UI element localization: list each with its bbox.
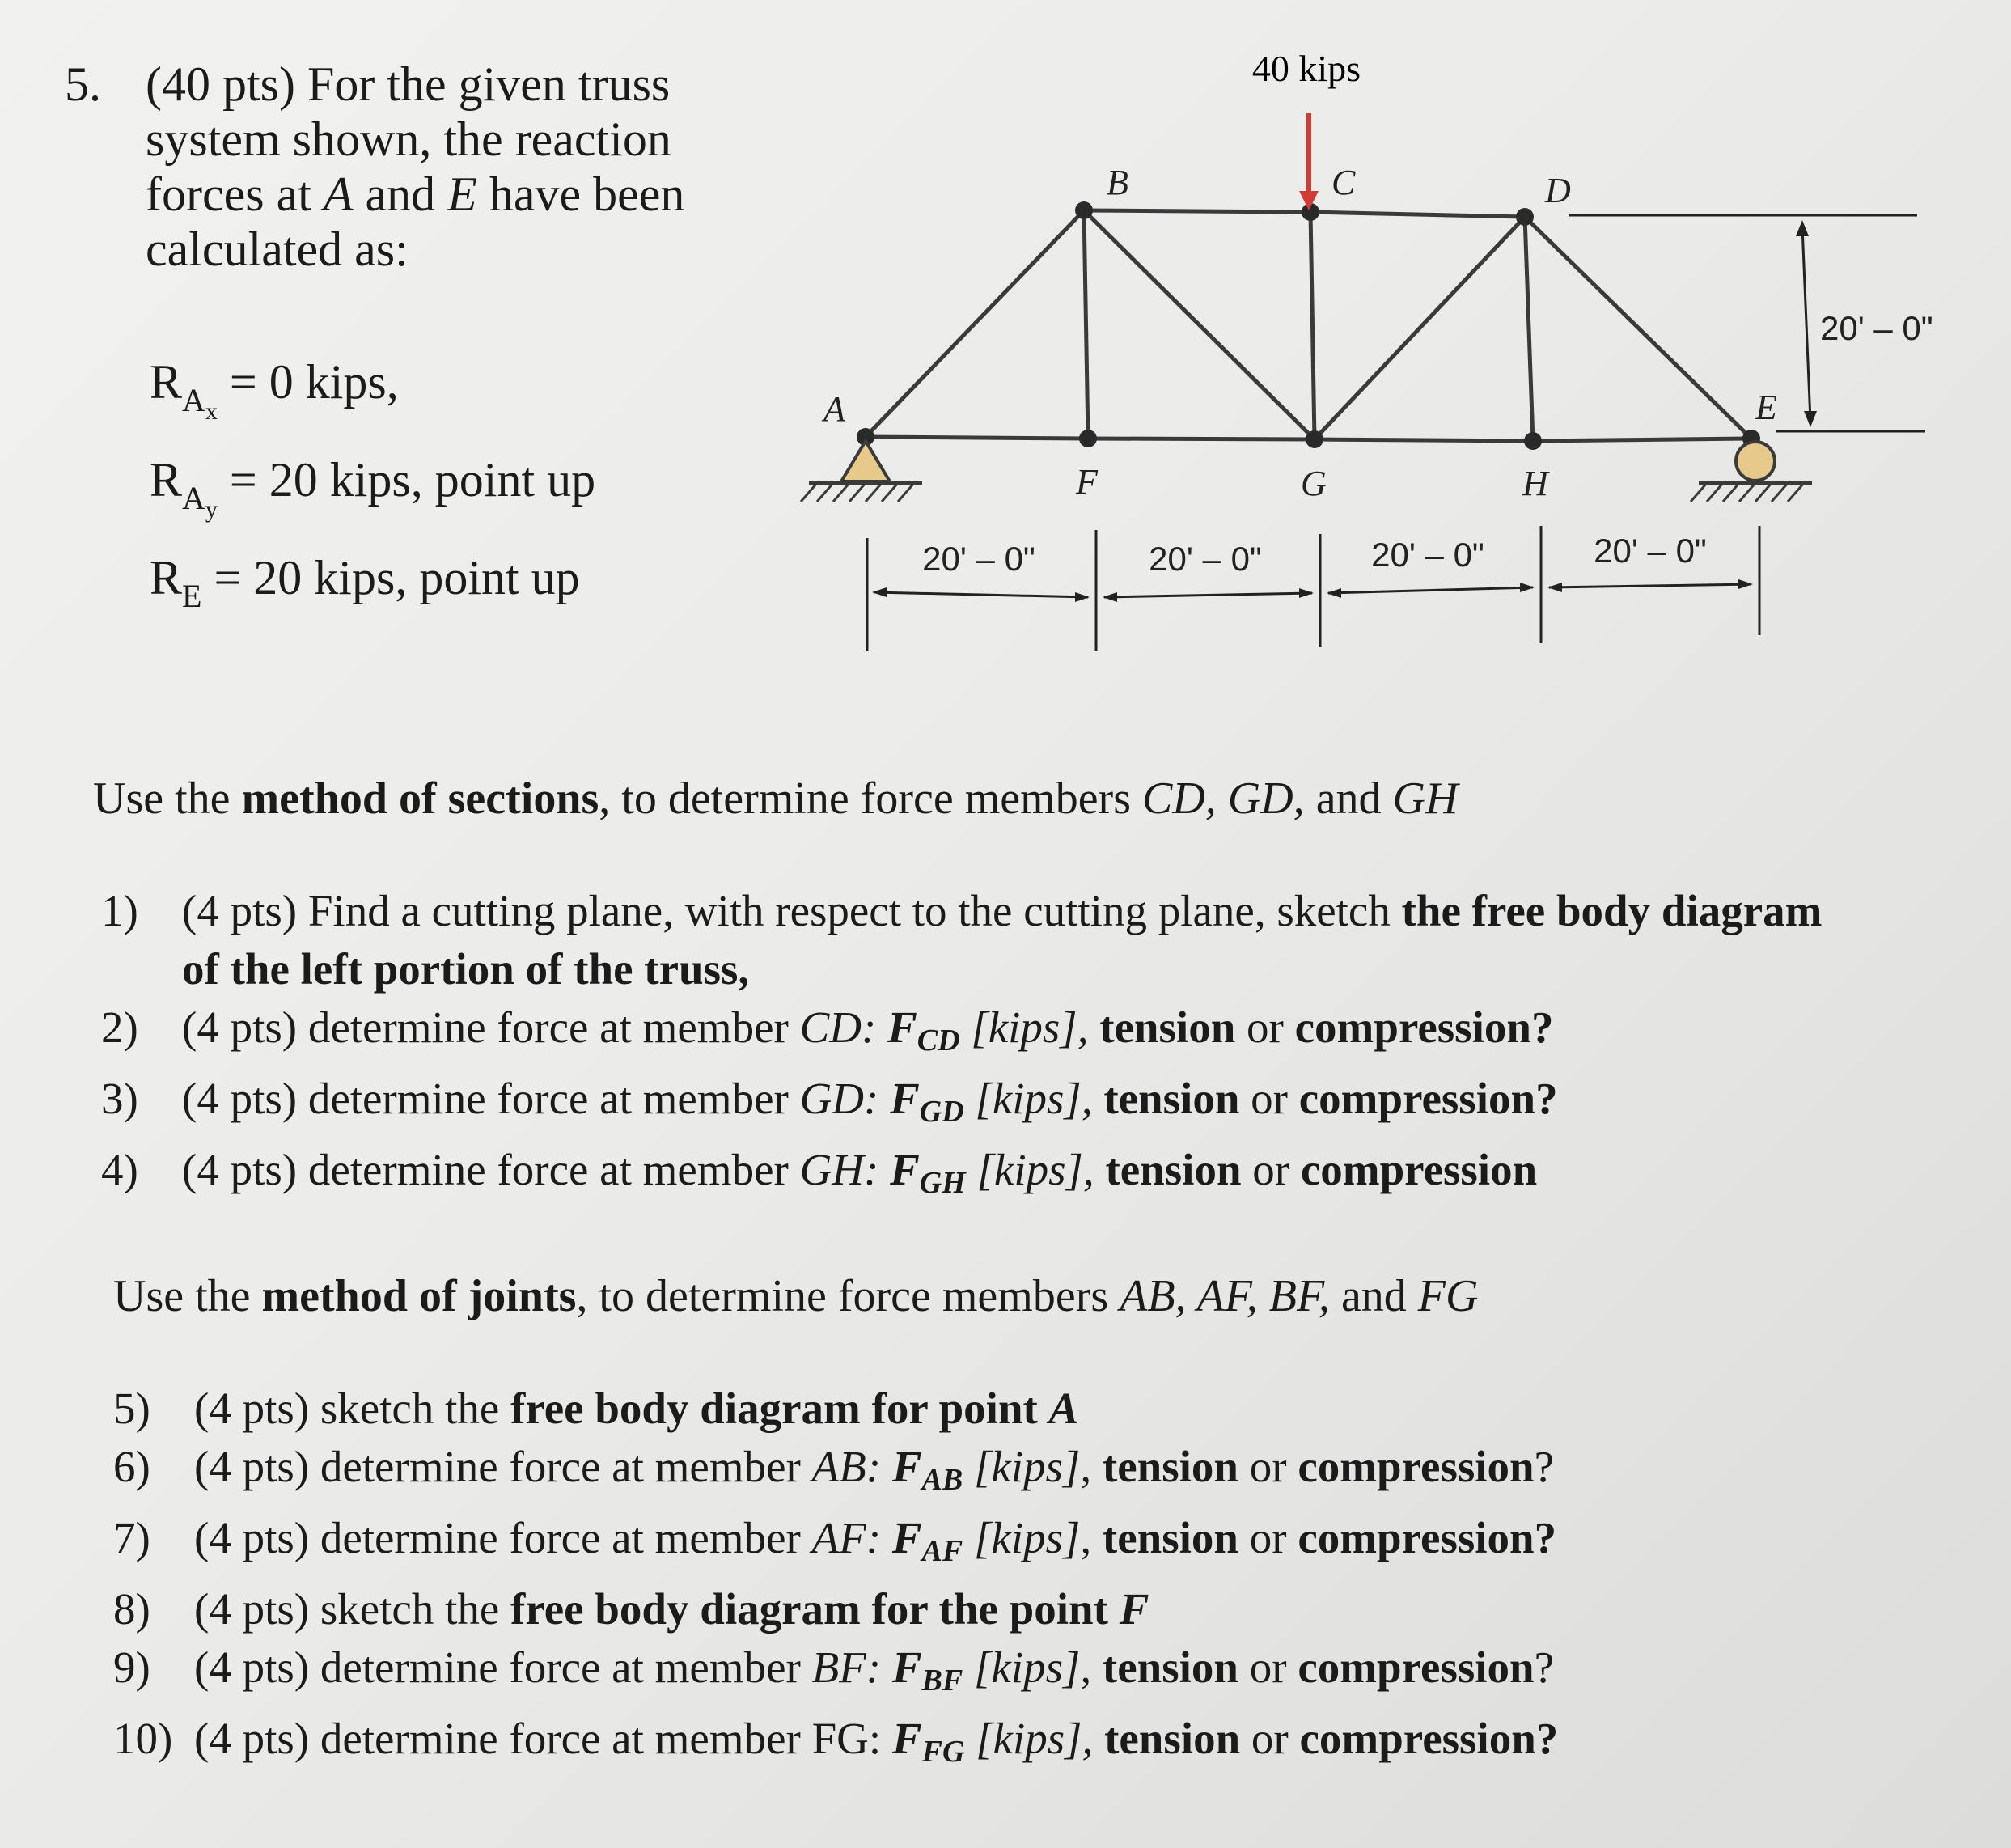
question-9: 9) (4 pts) determine force at member BF: FBF [kips], tension or compression? [113,1642,1555,1698]
node-f [1079,430,1097,447]
member-de [1525,217,1751,439]
member-af [866,437,1088,439]
question-3: 3) (4 pts) determine force at member GD: FGD [kips], tension or compression? [101,1074,1558,1129]
statement-line-3: forces at [146,167,311,221]
member-bc [1084,210,1310,212]
load-label: 40 kips [1251,48,1361,89]
member-bf [1084,210,1088,439]
member-cd [1310,212,1525,217]
question-1: 1) (4 pts) Find a cutting plane, with respect to the cutting plane, sketch the free body diagram [101,886,1823,935]
member-gh [1315,439,1533,441]
load-arrow-icon [1299,113,1319,210]
member-cg [1310,212,1315,439]
truss-diagram [777,32,1941,663]
label-a: A [823,389,845,429]
label-e: E [1755,388,1777,427]
node-g [1306,430,1323,448]
label-h: H [1522,464,1548,503]
label-c: C [1331,163,1356,202]
question-10: 10) (4 pts) determine force at member FG: FFG [kips], tension or compression? [113,1714,1559,1769]
reaction-e: $R_E = 20$ kips, point up [150,551,580,614]
statement-line-5: have been [489,167,685,221]
member-ab [866,210,1084,437]
statement-line-6: calculated as: [146,223,409,276]
question-4: 4) (4 pts) determine force at member GH: FGH [kips], tension or compression [101,1145,1538,1200]
question-5: 5) (4 pts) sketch the free body diagram for point A [113,1384,1079,1433]
question-2: 2) (4 pts) determine force at member CD: FCD [kips], tension or compression? [101,1002,1554,1058]
pin-support-icon [801,441,922,502]
node-b [1075,201,1093,219]
problem-points: (40 pts) [146,57,295,111]
question-1-continued: of the left portion of the truss, [182,944,750,994]
reaction-ax: $R_{A_x} = 0$ kips, [150,355,399,425]
sections-intro: Use the method of sections, to determine force members CD, GD, and GH [93,774,1459,824]
reaction-forces [150,348,595,630]
member-he [1533,439,1751,441]
node-h [1524,432,1542,450]
joints-intro: Use the method of joints, to determine force members AB, AF, BF, and FG [113,1271,1479,1321]
member-dh [1525,217,1533,441]
span-label-he: 20' – 0" [1594,532,1707,570]
truss-nodes [857,201,1760,450]
span-label-af: 20' – 0" [922,540,1035,578]
label-g: G [1301,464,1327,503]
span-label-gh: 20' – 0" [1371,536,1484,574]
span-label-fg: 20' – 0" [1149,540,1262,578]
roller-support-icon [1691,442,1812,502]
question-7: 7) (4 pts) determine force at member AF: FAF [kips], tension or compression? [113,1513,1557,1568]
label-b: B [1107,163,1128,202]
node-d [1516,208,1534,226]
joints-question-list [113,1380,1558,1781]
label-f: F [1076,462,1098,502]
label-d: D [1545,171,1571,210]
height-label: 20' – 0" [1820,309,1933,347]
statement-line-2: system shown, the reaction [146,112,671,166]
truss-members [866,210,1751,441]
sections-question-list [101,882,1822,1212]
question-8: 8) (4 pts) sketch the free body diagram for the point F [113,1584,1149,1634]
question-6: 6) (4 pts) determine force at member AB: FAB [kips], tension or compression? [113,1442,1555,1497]
member-gd [1315,217,1525,439]
reaction-ay: $R_{A_y} = 20$ kips, point up [150,453,596,523]
statement-line-1: For the given truss [307,57,671,111]
statement-point-a: A [323,167,354,221]
member-bg [1084,210,1315,439]
problem-number: 5. [65,57,101,111]
statement-point-e: E [447,167,477,221]
statement-line-4: and [365,167,436,221]
